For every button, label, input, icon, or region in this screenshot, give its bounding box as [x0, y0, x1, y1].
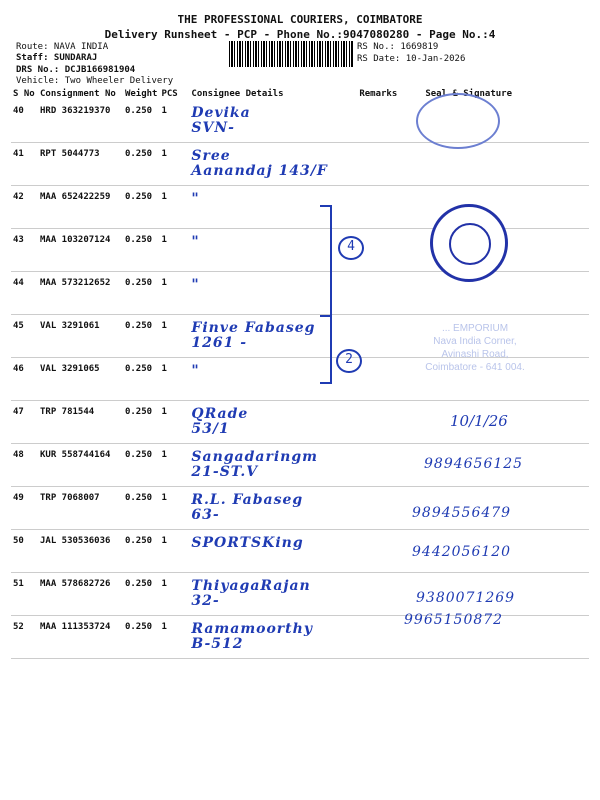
row-remarks [339, 272, 399, 315]
row-pcs: 1 [159, 616, 189, 659]
row-sno: 43 [11, 229, 38, 272]
row-remarks [339, 143, 399, 186]
row-pcs: 1 [159, 530, 189, 573]
consignee-address: 32- [191, 593, 220, 609]
date-note: 10/1/26 [450, 412, 508, 430]
consignee-name: " [191, 277, 200, 293]
consignee-name: Devika [191, 105, 251, 121]
consignee-name: " [191, 191, 200, 207]
table-row [11, 272, 589, 315]
phone-51: 9380071269 [416, 590, 516, 606]
col-signature: Seal & Signature [425, 89, 513, 99]
col-sno: S No [13, 89, 35, 99]
anandhas-sweets-seal [430, 204, 508, 282]
row-weight: 0.250 [123, 100, 160, 143]
consignee-name: R.L. Fabaseg [191, 492, 304, 508]
row-pcs: 1 [159, 100, 189, 143]
barcode [229, 41, 353, 67]
row-sno: 42 [11, 186, 38, 229]
row-remarks [339, 616, 399, 659]
group-mark-1: 4 [338, 236, 364, 260]
group-brace-1 [320, 205, 332, 317]
phone-48: 9894656125 [424, 456, 524, 472]
row-remarks [339, 100, 399, 143]
col-weight: Weight [124, 89, 158, 99]
consignee-name: " [191, 363, 200, 379]
row-pcs: 1 [159, 315, 189, 358]
row-consignment: RPT 5044773 [38, 143, 123, 186]
row-consignee [189, 358, 339, 401]
row-weight: 0.250 [123, 186, 160, 229]
row-sno: 46 [11, 358, 38, 401]
phone-50: 9442056120 [412, 544, 512, 560]
row-consignee [189, 229, 339, 272]
rs-number: RS No.: 1669819 [357, 42, 439, 52]
row-pcs: 1 [159, 186, 189, 229]
row-consignee [189, 315, 339, 358]
phone-49: 9894556479 [412, 505, 512, 521]
row-consignment: MAA 578682726 [38, 573, 123, 616]
group-mark-2: 2 [336, 349, 362, 373]
row-weight: 0.250 [123, 401, 160, 444]
consignee-address: 21-ST.V [191, 464, 259, 480]
consignee-address: Aanandaj 143/F [191, 163, 328, 179]
row-sno: 51 [11, 573, 38, 616]
consignee-name: SPORTSKing [191, 535, 304, 551]
row-pcs: 1 [159, 143, 189, 186]
row-weight: 0.250 [123, 444, 160, 487]
row-pcs: 1 [159, 229, 189, 272]
row-weight: 0.250 [123, 487, 160, 530]
consignee-name: Ramamoorthy [191, 621, 313, 637]
row-weight: 0.250 [123, 143, 160, 186]
row-consignment: MAA 573212652 [38, 272, 123, 315]
staff-label: Staff: SUNDARAJ [16, 53, 98, 63]
row-consignee [189, 444, 339, 487]
row-remarks [339, 186, 399, 229]
phone-52: 9965150872 [404, 612, 504, 628]
row-consignment: MAA 111353724 [38, 616, 123, 659]
row-remarks [339, 530, 399, 573]
col-consignment: Consignment No [39, 89, 116, 99]
row-consignment: HRD 363219370 [38, 100, 123, 143]
row-weight: 0.250 [123, 573, 160, 616]
row-sno: 41 [11, 143, 38, 186]
row-pcs: 1 [159, 444, 189, 487]
table-row [11, 143, 589, 186]
row-consignment: MAA 103207124 [38, 229, 123, 272]
company-title: THE PROFESSIONAL COURIERS, COIMBATORE [177, 13, 423, 26]
row-signature [399, 143, 589, 186]
row-sno: 50 [11, 530, 38, 573]
route-label: Route: NAVA INDIA [16, 42, 109, 52]
consignee-name: " [191, 234, 200, 250]
row-weight: 0.250 [123, 530, 160, 573]
consignee-name: Sangadaringm [191, 449, 318, 465]
row-pcs: 1 [159, 358, 189, 401]
col-pcs: PCS [161, 89, 178, 99]
row-pcs: 1 [159, 487, 189, 530]
consignee-address: B-512 [191, 636, 244, 652]
table-row [11, 100, 589, 143]
row-consignment: JAL 530536036 [38, 530, 123, 573]
row-sno: 49 [11, 487, 38, 530]
row-sno: 45 [11, 315, 38, 358]
row-pcs: 1 [159, 573, 189, 616]
row-consignment: TRP 781544 [38, 401, 123, 444]
table-header [11, 88, 589, 100]
consignee-address: 1261 - [191, 335, 248, 351]
row-consignment: TRP 7068007 [38, 487, 123, 530]
row-weight: 0.250 [123, 315, 160, 358]
col-remarks: Remarks [359, 89, 398, 99]
consignee-address: SVN- [191, 120, 235, 136]
stamp-line-2: Nava India Corner, [433, 336, 517, 347]
consignee-name: Finve Fabaseg [191, 320, 316, 336]
consignee-name: Sree [191, 148, 231, 164]
row-consignee [189, 530, 339, 573]
row-sno: 52 [11, 616, 38, 659]
row-consignee [189, 100, 339, 143]
row-sno: 48 [11, 444, 38, 487]
row-sno: 47 [11, 401, 38, 444]
row-consignee [189, 143, 339, 186]
row-weight: 0.250 [123, 272, 160, 315]
row-consignee [189, 186, 339, 229]
consignee-address: 53/1 [191, 421, 230, 437]
consignee-name: QRade [191, 406, 249, 422]
col-consignee: Consignee Details [191, 89, 284, 99]
row-pcs: 1 [159, 401, 189, 444]
row-sno: 40 [11, 100, 38, 143]
runsheet-subtitle: Delivery Runsheet - PCP - Phone No.:9047080280 - Page No.:4 [104, 28, 496, 41]
row-sno: 44 [11, 272, 38, 315]
row-consignee [189, 573, 339, 616]
row-weight: 0.250 [123, 229, 160, 272]
row-consignee [189, 616, 339, 659]
row-remarks [339, 401, 399, 444]
row-consignment: VAL 3291065 [38, 358, 123, 401]
faded-shop-stamp [380, 322, 570, 372]
consignee-address: 63- [191, 507, 220, 523]
row-consignment: KUR 558744164 [38, 444, 123, 487]
vehicle-label: Vehicle: Two Wheeler Delivery [16, 76, 174, 86]
row-consignee [189, 487, 339, 530]
row-consignment: VAL 3291061 [38, 315, 123, 358]
stamp-line-1: ... EMPORIUM [441, 323, 509, 334]
row-remarks [339, 573, 399, 616]
stamp-line-4: Coimbatore - 641 004. [425, 362, 525, 373]
group-brace-2 [320, 315, 332, 384]
row-weight: 0.250 [123, 616, 160, 659]
stamp-line-3: Avinashi Road, [441, 349, 509, 360]
row-weight: 0.250 [123, 358, 160, 401]
row-consignee [189, 401, 339, 444]
drs-label: DRS No.: DCJB166981904 [16, 65, 136, 75]
round-seal-stamp [416, 93, 500, 149]
row-consignee [189, 272, 339, 315]
row-remarks [339, 444, 399, 487]
row-pcs: 1 [159, 272, 189, 315]
consignee-name: ThiyagaRajan [191, 578, 311, 594]
row-consignment: MAA 652422259 [38, 186, 123, 229]
rs-date: RS Date: 10-Jan-2026 [357, 54, 466, 64]
row-remarks [339, 487, 399, 530]
row-signature [399, 272, 589, 315]
